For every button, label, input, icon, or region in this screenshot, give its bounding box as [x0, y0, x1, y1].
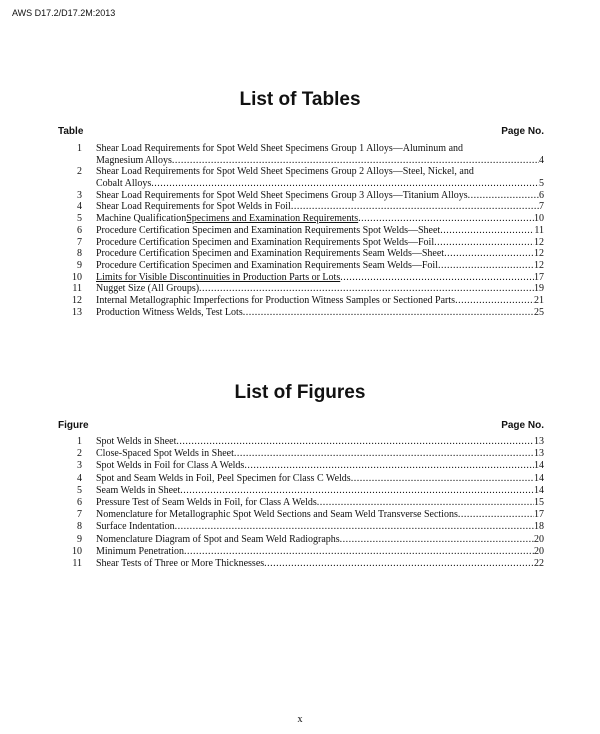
page-no-column-label: Page No. — [501, 126, 544, 137]
entry-page: 17 — [534, 509, 544, 521]
dot-leader — [340, 272, 534, 284]
entry-title: Procedure Certification Specimen and Examination Requirements Spot Welds—Sheet — [96, 224, 441, 236]
page-no-column-label: Page No. — [501, 420, 544, 431]
entry-body — [96, 190, 544, 202]
figure-entry — [58, 521, 544, 533]
entry-body — [96, 166, 544, 189]
entry-line — [96, 307, 544, 319]
page-number: x — [297, 714, 303, 725]
entry-line — [96, 155, 544, 167]
entry-page: 20 — [534, 533, 544, 545]
table-entry — [58, 166, 544, 189]
entry-page: 11 — [534, 224, 544, 236]
entry-title-continued: Magnesium Alloys — [96, 154, 172, 166]
entry-number: 13 — [72, 306, 82, 318]
entry-body — [96, 436, 544, 448]
entry-page: 12 — [534, 248, 544, 260]
entry-number: 2 — [77, 166, 82, 178]
dot-leader — [172, 155, 539, 167]
dot-leader — [434, 237, 534, 249]
entry-number: 7 — [77, 236, 82, 248]
dot-leader — [351, 473, 534, 485]
entry-line — [96, 272, 544, 284]
entry-number: 5 — [77, 484, 82, 496]
entry-body — [96, 272, 544, 284]
table-entry — [58, 260, 544, 272]
entry-line — [96, 143, 544, 155]
dot-leader — [291, 201, 539, 213]
entry-page: 13 — [534, 448, 544, 460]
entry-title: Shear Load Requirements for Spot Welds in Foil — [96, 201, 291, 213]
dot-leader — [180, 485, 534, 497]
entry-number: 7 — [77, 509, 82, 521]
entry-page: 12 — [534, 259, 544, 271]
entry-body — [96, 534, 544, 546]
entry-title: Surface Indentation — [96, 521, 175, 533]
entry-number: 10 — [72, 545, 82, 557]
entry-line — [96, 190, 544, 202]
entry-body — [96, 448, 544, 460]
dot-leader — [444, 248, 534, 260]
entry-number: 1 — [77, 143, 82, 154]
figure-entry — [58, 558, 544, 570]
entry-page: 14 — [534, 484, 544, 496]
entry-body — [96, 143, 544, 166]
dot-leader — [458, 509, 534, 521]
entry-number: 11 — [72, 557, 82, 569]
entry-title: Nomenclature for Metallographic Spot Weld Sections and Seam Weld Transverse Sections — [96, 509, 458, 521]
entry-body — [96, 213, 544, 225]
dot-leader — [244, 460, 534, 472]
entry-title-continued: Cobalt Alloys — [96, 178, 152, 190]
table-entry — [58, 283, 544, 295]
table-entry — [58, 143, 544, 166]
running-header: AWS D17.2/D17.2M:2013 — [12, 8, 116, 18]
entry-body — [96, 283, 544, 295]
table-entry — [58, 307, 544, 319]
entry-line — [96, 260, 544, 272]
entry-line — [96, 248, 544, 260]
entry-page: 15 — [534, 496, 544, 508]
entry-line — [96, 521, 544, 533]
figure-entry — [58, 460, 544, 472]
entry-number: 4 — [77, 472, 82, 484]
entry-title: Machine Qualification — [96, 213, 187, 225]
dot-leader — [175, 521, 534, 533]
entry-page: 19 — [534, 283, 544, 295]
entry-body — [96, 307, 544, 319]
figure-entry — [58, 546, 544, 558]
entry-body — [96, 460, 544, 472]
entry-page: 14 — [534, 472, 544, 484]
entry-line — [96, 473, 544, 485]
entry-body — [96, 260, 544, 272]
entry-number: 5 — [77, 213, 82, 225]
entry-page: 21 — [534, 294, 544, 306]
entry-line — [96, 558, 544, 570]
entry-body — [96, 237, 544, 249]
entry-title: Minimum Penetration — [96, 545, 185, 557]
entry-line — [96, 178, 544, 190]
dot-leader — [184, 546, 534, 558]
entry-page: 22 — [534, 557, 544, 569]
entry-number: 6 — [77, 224, 82, 236]
entry-line — [96, 546, 544, 558]
entry-body — [96, 497, 544, 509]
entry-line — [96, 225, 544, 237]
entry-page: 12 — [534, 236, 544, 248]
entry-number: 6 — [77, 496, 82, 508]
dot-leader — [317, 497, 534, 509]
table-entry — [58, 248, 544, 260]
entry-number: 4 — [77, 201, 82, 213]
dot-leader — [440, 225, 534, 237]
dot-leader — [264, 558, 534, 570]
figure-column-label: Figure — [58, 420, 89, 431]
entry-title: Spot Welds in Sheet — [96, 436, 177, 447]
entry-page: 18 — [534, 521, 544, 533]
entry-number: 8 — [77, 521, 82, 533]
entry-title: Nugget Size (All Groups) — [96, 283, 200, 295]
entry-number: 11 — [72, 283, 82, 295]
entry-title-underlined: Limits for Visible Discontinuities in Production Parts or Lots — [96, 271, 341, 283]
entry-title: Procedure Certification Specimen and Examination Requirements Spot Welds—Foil — [96, 236, 435, 248]
dot-leader — [455, 295, 534, 307]
entry-body — [96, 509, 544, 521]
entry-title: Production Witness Welds, Test Lots — [96, 306, 243, 318]
dot-leader — [438, 260, 534, 272]
entry-page: 14 — [534, 460, 544, 472]
entry-page: 13 — [534, 436, 544, 447]
entry-title: Pressure Test of Seam Welds in Foil, for Class A Welds — [96, 496, 317, 508]
entry-number: 12 — [72, 294, 82, 306]
table-entry — [58, 190, 544, 202]
table-entry — [58, 201, 544, 213]
table-entry — [58, 213, 544, 225]
figure-entry — [58, 436, 544, 448]
entry-body — [96, 521, 544, 533]
entry-number: 1 — [77, 436, 82, 447]
entry-line — [96, 213, 544, 225]
entry-title: Shear Load Requirements for Spot Weld Sheet Specimens Group 2 Alloys—Steel, Nickel, and — [96, 166, 474, 178]
entry-body — [96, 295, 544, 307]
entry-body — [96, 485, 544, 497]
figure-entry — [58, 509, 544, 521]
entry-body — [96, 473, 544, 485]
entry-page: 25 — [534, 306, 544, 318]
entry-title: Seam Welds in Sheet — [96, 484, 181, 496]
entry-line — [96, 485, 544, 497]
entry-number: 9 — [77, 259, 82, 271]
dot-leader — [468, 190, 539, 202]
list-of-figures-heading: List of Figures — [234, 382, 366, 403]
entry-body — [96, 225, 544, 237]
figure-entry — [58, 497, 544, 509]
entry-number: 9 — [77, 533, 82, 545]
entry-line — [96, 460, 544, 472]
entry-number: 2 — [77, 448, 82, 460]
entry-line — [96, 436, 544, 448]
table-entry — [58, 225, 544, 237]
entry-page: 4 — [539, 154, 544, 166]
entry-page: 5 — [539, 178, 544, 190]
entry-body — [96, 248, 544, 260]
table-entry — [58, 272, 544, 284]
entry-title: Shear Load Requirements for Spot Weld Sheet Specimens Group 3 Alloys—Titanium Alloys — [96, 189, 468, 201]
entry-line — [96, 237, 544, 249]
list-of-tables-heading: List of Tables — [239, 89, 361, 110]
entry-line — [96, 509, 544, 521]
entry-title: Spot Welds in Foil for Class A Welds — [96, 460, 245, 472]
figure-entry — [58, 473, 544, 485]
dot-leader — [340, 534, 534, 546]
figure-entry — [58, 485, 544, 497]
figures-column-header — [58, 420, 544, 431]
dot-leader — [358, 213, 534, 225]
entry-number: 10 — [72, 271, 82, 283]
dot-leader — [243, 307, 534, 319]
entry-page: 7 — [539, 201, 544, 213]
entry-number: 3 — [77, 460, 82, 472]
entry-page: 6 — [539, 189, 544, 201]
entry-title: Spot and Seam Welds in Foil, Peel Specimen for Class C Welds — [96, 472, 351, 484]
entry-line — [96, 201, 544, 213]
entry-line — [96, 448, 544, 460]
entry-title: Procedure Certification Specimen and Examination Requirements Seam Welds—Sheet — [96, 248, 445, 260]
table-entry — [58, 295, 544, 307]
entry-number: 8 — [77, 248, 82, 260]
entry-title-underlined: Specimens and Examination Requirements — [186, 213, 359, 225]
entry-body — [96, 558, 544, 570]
entry-title: Shear Tests of Three or More Thicknesses — [96, 557, 265, 569]
entry-line — [96, 534, 544, 546]
entry-line — [96, 166, 544, 178]
tables-list — [58, 143, 544, 318]
dot-leader — [199, 283, 534, 295]
entry-body — [96, 201, 544, 213]
figure-entry — [58, 534, 544, 546]
entry-line — [96, 295, 544, 307]
entry-page: 20 — [534, 545, 544, 557]
entry-title: Internal Metallographic Imperfections for Production Witness Samples or Sectioned Parts — [96, 294, 456, 306]
figures-list — [58, 436, 544, 570]
entry-body — [96, 546, 544, 558]
dot-leader — [151, 178, 539, 190]
dot-leader — [176, 436, 534, 448]
dot-leader — [234, 448, 534, 460]
tables-column-header — [58, 126, 544, 137]
table-column-label: Table — [58, 126, 84, 137]
entry-line — [96, 283, 544, 295]
figure-entry — [58, 448, 544, 460]
entry-number: 3 — [77, 189, 82, 201]
entry-title: Procedure Certification Specimen and Examination Requirements Seam Welds—Foil — [96, 259, 438, 271]
entry-page: 17 — [534, 271, 544, 283]
entry-title: Close-Spaced Spot Welds in Sheet — [96, 448, 234, 460]
table-entry — [58, 237, 544, 249]
entry-title: Nomenclature Diagram of Spot and Seam Weld Radiographs — [96, 533, 340, 545]
entry-title: Shear Load Requirements for Spot Weld Sheet Specimens Group 1 Alloys—Aluminum and — [96, 143, 464, 154]
entry-line — [96, 497, 544, 509]
entry-page: 10 — [534, 213, 544, 225]
